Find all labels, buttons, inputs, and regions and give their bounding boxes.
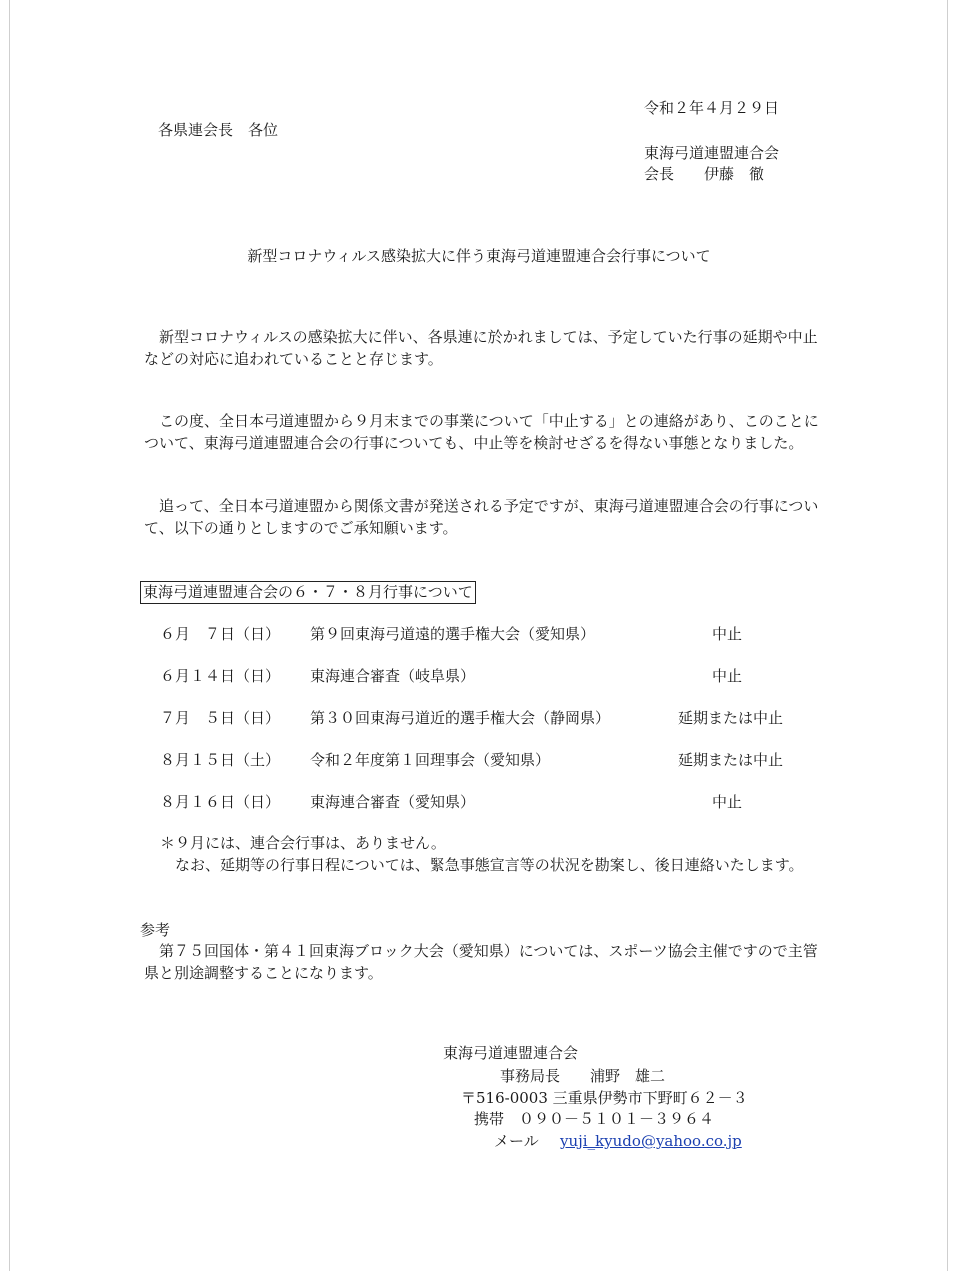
paragraph-3: 追って、全日本弓道連盟から関係文書が発送される予定ですが、東海弓道連盟連合会の行事について、以下の通りとしますのでご承知願います。 xyxy=(144,497,819,537)
event-status: 中止 xyxy=(712,667,743,685)
recipient: 各県連会長 各位 xyxy=(158,121,279,139)
event-date: ６月 ７日（日） xyxy=(160,625,281,643)
event-name: 東海連合審査（愛知県） xyxy=(310,793,476,811)
event-name: 第３０回東海弓道近的選手権大会（静岡県） xyxy=(310,709,611,727)
reference-body: 第７５回国体・第４１回東海ブロック大会（愛知県）については、スポーツ協会主催ですので主管県と別途調整することになります。 xyxy=(144,942,818,982)
document-title: 新型コロナウィルス感染拡大に伴う東海弓道連盟連合会行事について xyxy=(247,247,711,265)
note-line-1: ＊９月には、連合会行事は、ありません。 xyxy=(160,834,446,852)
reference-heading: 参考 xyxy=(140,921,171,939)
footer-organization: 東海弓道連盟連合会 xyxy=(443,1044,579,1062)
event-name: 第９回東海弓道遠的選手権大会（愛知県） xyxy=(310,625,596,643)
sender-organization: 東海弓道連盟連合会 xyxy=(644,144,780,162)
footer-mail-label: メール xyxy=(494,1132,539,1150)
paragraph-1: 新型コロナウィルスの感染拡大に伴い、各県連に於かれましては、予定していた行事の延期や中止などの対応に追われていることと存じます。 xyxy=(144,328,818,368)
footer-email-link[interactable]: yuji_kyudo@yahoo.co.jp xyxy=(560,1132,742,1150)
event-name: 東海連合審査（岐阜県） xyxy=(310,667,476,685)
footer-mobile: 携帯 ０９０－５１０１－３９６４ xyxy=(474,1110,715,1128)
sender-name: 会長 伊藤 徹 xyxy=(644,165,765,183)
event-status: 中止 xyxy=(712,625,743,643)
footer-address: 〒516-0003 三重県伊勢市下野町６２－３ xyxy=(461,1089,748,1107)
footer-secretary: 事務局長 浦野 雄二 xyxy=(500,1067,666,1085)
event-date: ８月１６日（日） xyxy=(160,793,281,811)
note-line-2: なお、延期等の行事日程については、緊急事態宣言等の状況を勘案し、後日連絡いたします。 xyxy=(175,856,804,874)
event-name: 令和２年度第１回理事会（愛知県） xyxy=(310,751,551,769)
event-date: ６月１４日（日） xyxy=(160,667,281,685)
paragraph-2: この度、全日本弓道連盟から９月末までの事業について「中止する」との連絡があり、このことについて、東海弓道連盟連合会の行事についても、中止等を検討せざるを得ない事態となりました。 xyxy=(144,412,819,452)
event-status: 中止 xyxy=(712,793,743,811)
event-date: ７月 ５日（日） xyxy=(160,709,281,727)
document-date: 令和２年４月２９日 xyxy=(644,99,780,117)
event-date: ８月１５日（土） xyxy=(160,751,281,769)
event-status: 延期または中止 xyxy=(678,751,784,769)
section-heading: 東海弓道連盟連合会の６・７・８月行事について xyxy=(140,581,476,604)
event-status: 延期または中止 xyxy=(678,709,784,727)
